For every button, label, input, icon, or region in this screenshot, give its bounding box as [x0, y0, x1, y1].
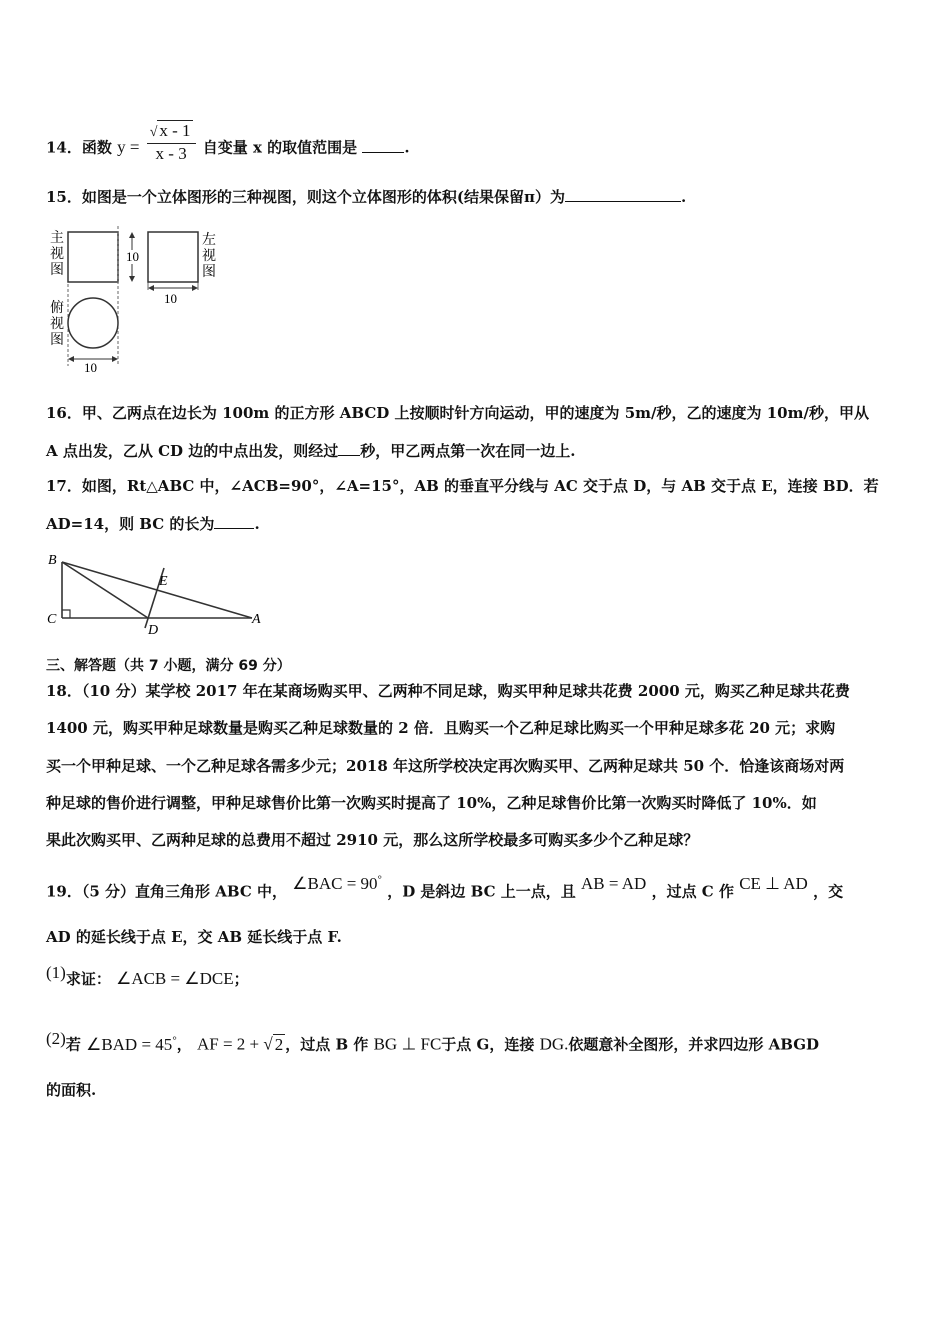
question-19-line-2: AD 的延长线于点 E，交 AB 延长线于点 F. [46, 928, 342, 946]
q15-answer-blank [565, 186, 681, 202]
left-view-square [148, 232, 198, 282]
q19-ab-eq-ad: AB = AD [581, 873, 647, 893]
question-19-part-1 [46, 963, 249, 989]
q19-p2-m3: BG ⊥ FC [373, 1034, 442, 1054]
label-a: A [252, 612, 261, 627]
label-b: B [48, 553, 57, 568]
q19-m1: ∠BAC = 90 [292, 873, 378, 893]
question-17-line-2 [46, 513, 260, 534]
q14-fraction: $\frac{√ x - 1}{x - 3}$ [147, 121, 196, 164]
arrow-down-icon [129, 276, 135, 282]
label-left-2: 视 [202, 249, 216, 264]
q19-p1-math: ∠ACB = ∠DCE [116, 969, 234, 988]
q17-line2-a: AD=14，则 BC 的长为 [46, 515, 215, 533]
q14-prefix: 14．函数 [46, 138, 112, 157]
arrow-up-icon [129, 232, 135, 238]
q14-denominator: x - 3 [155, 144, 187, 163]
q18-line-5: 果此次购买甲、乙两种足球的总费用不超过 2910 元，那么这所学校最多可购买多少个乙种足球？ [46, 831, 699, 849]
q19-p2-m2-sqrt: 2 [274, 1034, 284, 1054]
arrow-right-icon [192, 285, 198, 291]
q14-period: . [404, 138, 410, 157]
q16-line2-b: 秒，甲乙两点第一次在同一边上. [360, 442, 576, 460]
q14-numerator: x - 1 [159, 121, 191, 140]
q17-period: . [254, 515, 260, 533]
q16-line1: 16．甲、乙两点在边长为 100m 的正方形 ABCD 上按顺时针方向运动，甲的速度为 5m/秒，乙的速度为 10m/秒，甲从 [46, 404, 869, 422]
right-angle-mark [62, 610, 70, 618]
q14-answer-blank [362, 137, 404, 153]
q15-period: . [680, 188, 687, 206]
label-left-1: 左 [202, 233, 216, 248]
q19-d: ，交 [813, 882, 844, 901]
label-top-3: 图 [50, 333, 64, 348]
q16-answer-blank [338, 440, 360, 456]
q17-answer-blank [214, 513, 254, 529]
segment-bd [62, 562, 148, 618]
q19-p1-text: 求证： [65, 970, 111, 988]
arrow-left-icon [148, 285, 154, 291]
section-3-title: 三、解答题（共 7 小题，满分 69 分） [46, 658, 291, 674]
question-19-part-2-line-2: 的面积. [46, 1081, 97, 1099]
q19-p2-e: 依题意补全图形，并求四边形 ABGD [568, 1035, 820, 1054]
label-c: C [47, 612, 57, 627]
q19-p2-m2: AF = 2 + √ 2 [196, 1034, 284, 1054]
q19-angle-bac: ∠BAC = 90° [292, 873, 382, 893]
top-view-circle [68, 298, 118, 348]
label-d: D [148, 623, 159, 636]
q19-p2-c: ，过点 B 作 [285, 1035, 369, 1054]
triangle-figure [44, 548, 266, 636]
q19-p2-a: 若 [65, 1035, 81, 1054]
question-14 [46, 121, 410, 170]
q19-p2-m4: DG. [539, 1034, 569, 1054]
label-left-3: 图 [202, 265, 216, 280]
question-16-line-2 [46, 440, 576, 461]
dim-height: 10 [126, 249, 139, 264]
q18-line-2: 1400 元，购买甲种足球数量是购买乙种足球数量的 2 倍．且购买一个乙种足球比购买一个甲种足球多花 20 元；求购 [46, 719, 836, 737]
three-views-figure [46, 226, 226, 378]
q19-p2-b: ， [176, 1035, 192, 1054]
question-19-line-1 [46, 873, 844, 902]
q18-line-4: 种足球的售价进行调整，甲种足球售价比第一次购买时提高了 10%，乙种足球售价比第一次购买时降低了 10%．如 [46, 794, 817, 812]
q18-line-3: 买一个甲种足球、一个乙种足球各需多少元；2018 年这所学校决定再次购买甲、乙两种足球共 50 个．恰逢该商场对两 [46, 757, 845, 775]
label-top-1: 俯 [50, 301, 64, 316]
q19-p2-m2-text: AF = 2 + [196, 1034, 260, 1054]
q16-line2-a: A 点出发，乙从 CD 边的中点出发，则经过 [46, 442, 339, 460]
q19-b: ，D 是斜边 BC 上一点，且 [387, 882, 576, 901]
q18-line-1: 18．（10 分）某学校 2017 年在某商场购买甲、乙两种不同足球，购买甲种足球共花费 2000 元，购买乙种足球共花费 [46, 682, 850, 700]
label-top-2: 视 [50, 317, 64, 332]
q17-line1: 17．如图，Rt△ABC 中，∠ACB=90°，∠A=15°，AB 的垂直平分线与 AC 交于点 D，与 AB 交于点 E，连接 BD．若 [46, 477, 879, 495]
question-16-line-1 [46, 403, 869, 423]
label-e: E [159, 574, 168, 589]
q19-p1-num: (1) [46, 963, 66, 982]
question-15 [46, 186, 686, 207]
q19-a: 19．（5 分）直角三角形 ABC 中， [46, 882, 288, 901]
dim-left-width: 10 [164, 291, 177, 306]
label-main-1: 主 [50, 231, 64, 246]
q14-suffix: 自变量 x 的取值范围是 [202, 138, 358, 157]
q19-p2-m1-text: ∠BAD = 45 [86, 1034, 173, 1054]
q19-p2-d: 于点 G，连接 [441, 1035, 535, 1054]
q19-p2-num: (2) [46, 1028, 66, 1048]
question-19-part-2 [46, 1030, 819, 1055]
q14-function-y: y = [117, 137, 140, 157]
q19-c: ，过点 C 作 [651, 882, 734, 901]
q19-p2-m1: ∠BAD = 45° [86, 1034, 177, 1054]
arrow-left-icon-2 [68, 356, 74, 362]
q15-text: 15．如图是一个立体图形的三种视图，则这个立体图形的体积(结果保留π）为 [46, 188, 565, 206]
q19-ce-perp-ad: CE ⊥ AD [739, 873, 808, 893]
label-main-2: 视 [50, 247, 64, 262]
q19-p1-end: ； [233, 970, 249, 988]
arrow-right-icon-2 [112, 356, 118, 362]
main-view-square [68, 232, 118, 282]
dim-top-width: 10 [84, 360, 97, 375]
question-17-line-1 [46, 476, 879, 496]
label-main-3: 图 [50, 263, 64, 278]
